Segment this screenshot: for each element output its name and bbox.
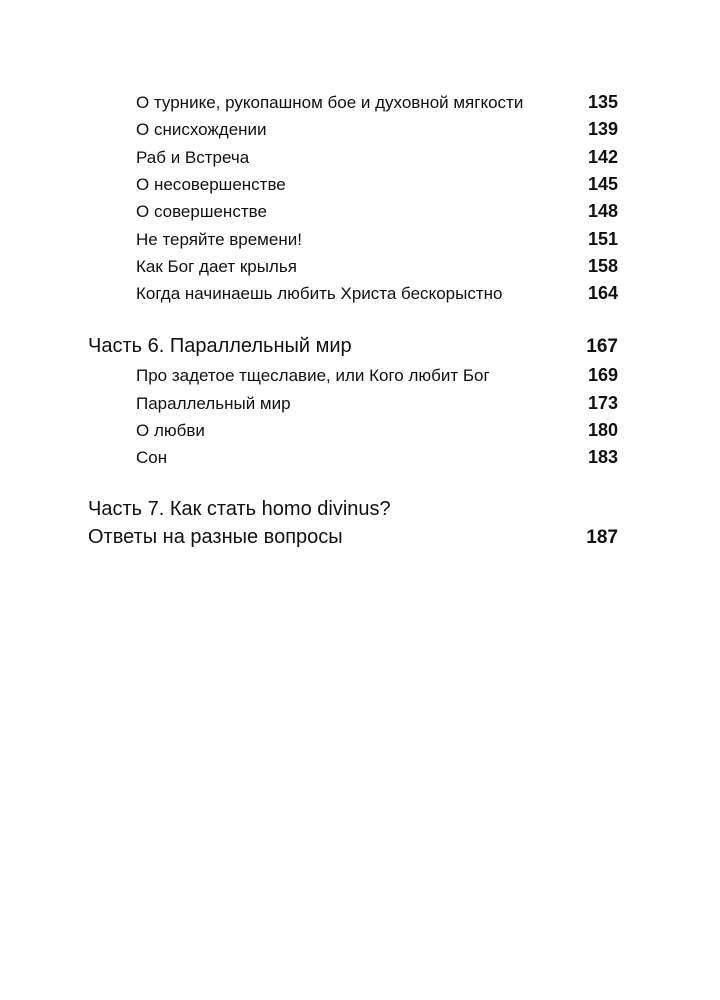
toc-entry <box>136 201 618 223</box>
toc-part-title: Часть 6. Параллельный мир <box>88 335 352 357</box>
toc-entry-page: 148 <box>587 201 618 221</box>
toc-entry-title: О несовершенстве <box>136 175 286 194</box>
toc-entry <box>136 393 618 415</box>
toc-entry-title: Сон <box>136 448 168 467</box>
toc-part-subtitle: Ответы на разные вопросы <box>88 526 343 548</box>
toc-entry-page: 169 <box>587 365 618 385</box>
toc-entry-title: Раб и Встреча <box>136 148 250 167</box>
toc-entry-title: О турнике, рукопашном бое и духовной мягкости <box>136 93 524 112</box>
toc-entry-title: О совершенстве <box>136 202 267 221</box>
toc-entry-page: 151 <box>587 229 618 249</box>
toc-entry-title: Не теряйте времени! <box>136 230 302 249</box>
toc-part-title: Часть 7. Как стать homo divinus? <box>88 498 391 520</box>
toc-entry-page: 145 <box>587 174 618 194</box>
toc-entry-title: Как Бог дает крылья <box>136 257 297 276</box>
toc-entry <box>136 119 618 141</box>
toc-entry <box>136 365 618 387</box>
toc-entry-page: 173 <box>587 393 618 413</box>
toc-entry <box>136 283 618 305</box>
toc-entry-page: 183 <box>587 447 618 467</box>
toc-entry <box>136 447 618 469</box>
toc-entry-page: 180 <box>587 420 618 440</box>
toc-entry <box>136 256 618 278</box>
toc-part-page: 167 <box>586 336 618 357</box>
toc-entry-title: О любви <box>136 421 205 440</box>
toc-part-heading-line2 <box>88 526 618 552</box>
toc-entry-page: 164 <box>587 283 618 303</box>
toc-part-heading <box>88 335 618 361</box>
toc-entry-title: Когда начинаешь любить Христа бескорыстно <box>136 284 503 303</box>
toc-entry-page: 135 <box>587 92 618 112</box>
toc-entry-title: О снисхождении <box>136 120 267 139</box>
toc-entry-page: 142 <box>587 147 618 167</box>
toc-entry-page: 158 <box>587 256 618 276</box>
toc-entry-title: Про задетое тщеславие, или Кого любит Бог <box>136 366 490 385</box>
toc-part-page: 187 <box>586 527 618 548</box>
toc-entry-page: 139 <box>587 119 618 139</box>
toc-entry <box>136 92 618 114</box>
toc-entry <box>136 147 618 169</box>
toc-entry <box>136 229 618 251</box>
toc-part-heading-line1 <box>88 498 618 524</box>
toc-entry <box>136 174 618 196</box>
toc-entry-title: Параллельный мир <box>136 394 291 413</box>
toc-entry <box>136 420 618 442</box>
